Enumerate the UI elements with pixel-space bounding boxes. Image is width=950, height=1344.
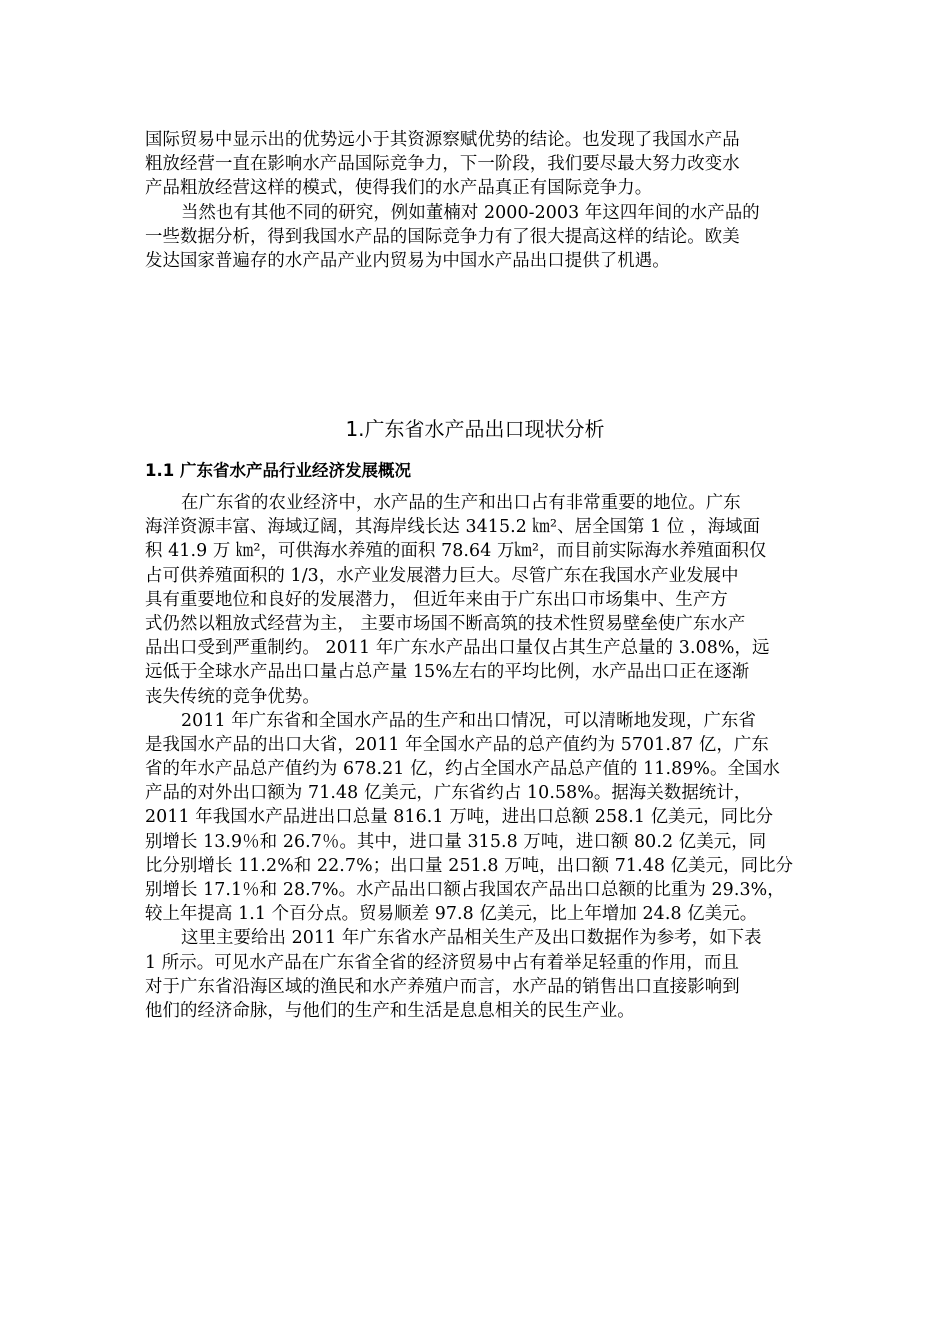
text-line: 式仍然以粗放式经营为主， 主要市场国不断高筑的技术性贸易壁垒使广东水产 [145,613,746,634]
text-line: 省的年水产品总产值约为 678.21 亿，约占全国水产品总产值的 11.89%。全国水 [145,759,780,780]
text-line: 在广东省的农业经济中，水产品的生产和出口占有非常重要的地位。广东 [181,493,741,513]
subsection-title: 1.1 广东省水产品行业经济发展概况 [145,461,411,480]
text-line: 产品的对外出口额为 71.48 亿美元，广东省约占 10.58%。据海关数据统计， [145,783,752,804]
intro-paragraph-1 [145,128,807,201]
intro-paragraph-2 [145,201,807,274]
text-line: 这里主要给出 2011 年广东省水产品相关生产及出口数据作为参考，如下表 [181,928,762,949]
text-line: 具有重要地位和良好的发展潜力， 但近年来由于广东出口市场集中、生产方 [145,589,728,610]
body-section [145,491,807,1023]
text-line: 他们的经济命脉，与他们的生产和生活是息息相关的民生产业。 [145,1000,635,1021]
section-title: 1.广东省水产品出口现状分析 [345,417,605,441]
text-line: 当然也有其他不同的研究，例如董楠对 2000-2003 年这四年间的水产品的 [181,202,760,223]
text-line: 2011 年我国水产品进出口总量 816.1 万吨，进出口总额 258.1 亿美元，同比分 [145,807,774,828]
text-line: 别增长 13.9％和 26.7％。其中，进口量 315.8 万吨，进口额 80.2 亿美元，同 [145,831,767,852]
text-line: 海洋资源丰富、海域辽阔，其海岸线长达 3415.2 ㎞²、居全国第 1 位 ，海域面 [145,517,761,538]
text-line: 一些数据分析，得到我国水产品的国际竞争力有了很大提高这样的结论。欧美 [145,226,740,247]
intro-section [145,128,807,273]
text-line: 远低于全球水产品出口量占总产量 15%左右的平均比例，水产品出口正在逐渐 [145,662,750,683]
body-paragraph-3 [145,926,807,1023]
text-line: 品出口受到严重制约。 2011 年广东水产品出口量仅占其生产总量的 3.08%，远 [145,638,770,659]
text-line: 丧失传统的竞争优势。 [145,686,320,707]
text-line: 粗放经营一直在影响水产品国际竞争力，下一阶段，我们要尽最大努力改变水 [145,154,740,175]
text-line: 发达国家普遍存的水产品产业内贸易为中国水产品出口提供了机遇。 [145,250,670,271]
text-line: 积 41.9 万 ㎞²，可供海水养殖的面积 78.64 万㎞²，而目前实际海水养殖面积仅 [145,541,767,562]
text-line: 较上年提高 1.1 个百分点。贸易顺差 97.8 亿美元，比上年增加 24.8 亿美元。 [145,904,758,925]
text-line: 2011 年广东省和全国水产品的生产和出口情况，可以清晰地发现，广东省 [181,710,757,731]
text-line: 产品粗放经营这样的模式，使得我们的水产品真正有国际竞争力。 [145,178,653,199]
text-line: 1 所示。可见水产品在广东省全省的经济贸易中占有着举足轻重的作用，而且 [145,952,739,973]
text-line: 比分别增长 11.2%和 22.7%；出口量 251.8 万吨，出口额 71.48 亿美元，同比分 [145,855,794,876]
text-line: 是我国水产品的出口大省，2011 年全国水产品的总产值约为 5701.87 亿，广东 [145,734,769,755]
text-line: 别增长 17.1％和 28.7%。水产品出口额占我国农产品出口总额的比重为 29.3%， [145,880,785,900]
text-line: 国际贸易中显示出的优势远小于其资源察赋优势的结论。也发现了我国水产品 [145,130,740,150]
text-line: 占可供养殖面积的 1/3，水产业发展潜力巨大。尽管广东在我国水产业发展中 [145,565,739,586]
body-paragraph-1 [145,491,807,709]
text-line: 对于广东省沿海区域的渔民和水产养殖户而言，水产品的销售出口直接影响到 [145,976,740,997]
body-paragraph-2 [145,709,807,927]
